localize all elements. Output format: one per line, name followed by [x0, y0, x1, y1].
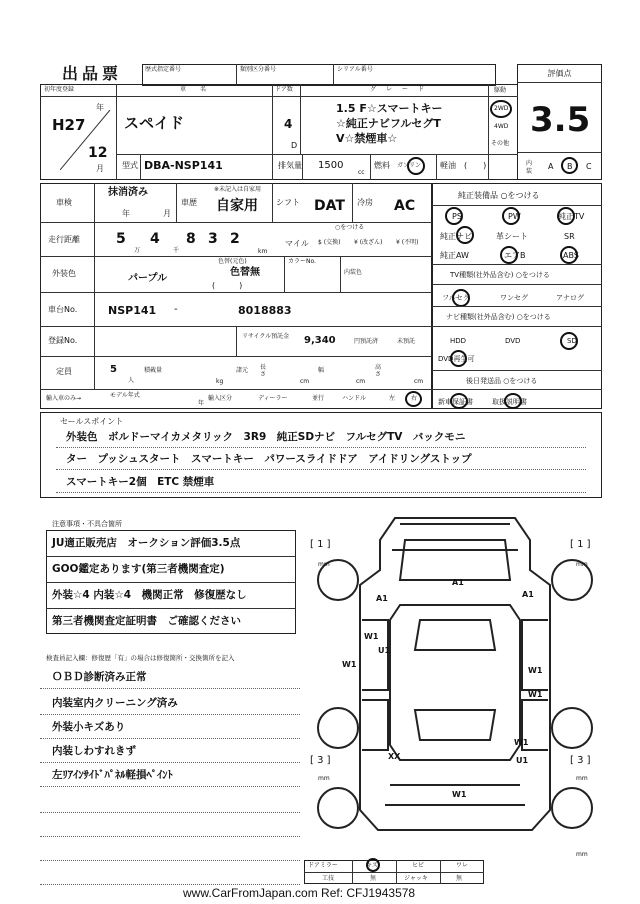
capacity-unit: 人	[128, 377, 135, 384]
import-class-label: 輸入区分	[208, 395, 233, 402]
sales-line2: ター プッシュスタート スマートキー パワースライドドア アイドリングストップ	[66, 453, 472, 465]
equipment-title: 純正装備品 ○をつける	[458, 191, 540, 200]
interior-label: 内装	[526, 160, 533, 175]
drive-label: 駆動	[494, 87, 507, 94]
inspector-line3: 外装小キズあり	[52, 721, 126, 733]
color-value: パープル	[128, 273, 168, 284]
inspection-year: 年	[122, 209, 130, 218]
equip-tv: 純正TV	[558, 212, 585, 221]
equip-airbag-circle	[500, 246, 518, 264]
dims-cm1: cm	[300, 378, 310, 385]
sales-line3: スマートキー2個 ETC 禁煙車	[66, 476, 215, 488]
glass-mu1: 無	[370, 875, 377, 882]
tv-fullseg: フルセグ	[442, 294, 470, 302]
load-kg: kg	[216, 378, 224, 385]
displacement-label: 排気量	[278, 161, 302, 170]
inspection-month: 月	[163, 209, 171, 218]
header-fields	[142, 64, 496, 86]
interior-b-circle	[561, 157, 578, 174]
equip-aw: 純正AW	[440, 251, 469, 260]
capacity-value: 5	[110, 364, 117, 375]
note-line4: 第三者機関査定証明書 ご確認ください	[52, 615, 241, 627]
class-no-label: 類別区分番号	[240, 66, 277, 73]
first-reg-year: H27	[52, 116, 86, 134]
car-name-label: 車名	[180, 86, 221, 93]
equip-leather: 革シート	[496, 232, 528, 241]
after-warranty: 新車保証書	[438, 398, 473, 406]
damage-mark-w1-rear: W1	[452, 790, 467, 799]
grade-label: グレード	[370, 86, 435, 93]
equip-airbag: エアB	[504, 251, 526, 260]
mileage-d3: 8	[186, 231, 196, 247]
shift-label: シフト	[276, 198, 300, 207]
tire-top-right: [ 1 ]	[570, 539, 591, 550]
mileage-sen: 千	[173, 247, 180, 254]
model-label: 型式	[122, 161, 138, 170]
sales-line1: 外装色 ボルドーマイカメタリック 3R9 純正SDナビ フルセグTV バックモニ	[66, 431, 466, 443]
grade-line3: V☆禁煙車☆	[336, 132, 398, 145]
tire-bot-left: [ 3 ]	[310, 755, 331, 766]
equip-abs: ABS	[563, 251, 579, 260]
mileage-d5: 2	[230, 231, 240, 247]
inspector-line2: 内装室内クリーニング済み	[52, 697, 178, 709]
drive-2wd-circle	[490, 100, 512, 118]
recycle-unit: 円預託済	[354, 338, 379, 345]
displacement-value: 1500	[318, 160, 344, 171]
tire-bot-right-mm: mm	[576, 775, 588, 782]
chassis-number: 8018883	[238, 304, 292, 317]
damage-mark-a1-left: A1	[376, 594, 388, 603]
import-parallel: 並行	[312, 395, 325, 402]
mileage-km: km	[258, 248, 268, 255]
glass-hibi: ヒビ	[412, 862, 425, 869]
equip-tv-circle	[557, 207, 575, 225]
fuel-paren: ( )	[464, 161, 487, 170]
tire-bot-left-mm: mm	[318, 775, 330, 782]
nav-dvd-play: DVD再生可	[438, 355, 475, 363]
grade-line2: ☆純正ナビフルセグT	[336, 117, 441, 130]
glass-ware: ワレ	[456, 862, 469, 869]
damage-mark-a1-hood: A1	[452, 578, 464, 587]
recycle-not: 未預託	[397, 338, 416, 345]
reg-slash	[60, 110, 112, 170]
color-change-label: 色替(元色)	[218, 258, 247, 265]
mileage-exchange: $ (交換)	[318, 239, 341, 246]
interior-a: A	[548, 162, 554, 171]
shift-value: DAT	[314, 198, 345, 214]
car-damage-diagram	[300, 510, 610, 850]
glass-kizu: キズ	[366, 862, 378, 869]
mileage-d2: 4	[150, 231, 160, 247]
handle-right-circle	[405, 391, 422, 407]
tv-analog: アナログ	[556, 294, 584, 302]
mileage-tampered: ¥ (改ざん)	[354, 239, 383, 246]
mileage-man: 万	[134, 247, 141, 254]
damage-mark-a1-right: A1	[522, 590, 534, 599]
equip-navi-circle	[456, 226, 474, 244]
equip-ps-circle	[445, 207, 463, 225]
car-name-value: スペイド	[124, 114, 185, 132]
score-label: 評価点	[547, 69, 572, 78]
drive-2wd: 2WD	[494, 105, 509, 112]
handle-label: ハンドル	[342, 395, 367, 402]
color-change-value: 色替無	[230, 267, 260, 278]
dims-cm2: cm	[356, 378, 366, 385]
note-line1: JU適正販売店 オークション評価3.5点	[52, 537, 241, 549]
model-value: DBA-NSP141	[144, 159, 223, 172]
damage-mark-xx: XX	[388, 752, 401, 761]
damage-mark-u1-rr: U1	[516, 756, 529, 765]
tire-bot-right: [ 3 ]	[570, 755, 591, 766]
nav-dvd: DVD	[505, 337, 521, 345]
fuel-diesel: 軽油	[440, 161, 456, 170]
dims-width: 幅	[318, 367, 325, 374]
after-title: 後日発送品 ○をつける	[466, 377, 538, 385]
mileage-d4: 3	[208, 231, 218, 247]
handle-left: 左	[389, 395, 396, 402]
after-warranty-circle	[450, 393, 468, 409]
mileage-unknown: ¥ (不明)	[396, 239, 419, 246]
import-label: 輸入車のみ→	[46, 395, 82, 402]
inspector-line1: ＯＢＤ診断済み正常	[52, 671, 147, 683]
auction-no-label: 歴式指定番号	[145, 66, 182, 73]
recycle-label: リサイクル預託金	[242, 333, 290, 340]
dims-cm3: cm	[414, 378, 424, 385]
first-reg-month: 12	[88, 145, 108, 161]
fuel-gas: ガソリン	[397, 162, 422, 169]
first-reg-label: 初年度登録	[44, 86, 75, 93]
glass-mu2: 無	[456, 875, 463, 882]
dims-height: 高さ	[375, 364, 382, 378]
history-label: 車歴	[181, 198, 197, 207]
nav-dvd-circle	[450, 350, 467, 367]
mileage-circle-note: ○をつける	[335, 224, 365, 231]
load-label: 積載量	[144, 367, 163, 374]
mileage-unit: マイル	[285, 239, 309, 248]
notes-label: 注意事項・不具合箇所	[52, 520, 122, 528]
recycle-value: 9,340	[304, 335, 336, 346]
equip-navi: 純正ナビ	[440, 232, 472, 241]
mileage-d1: 5	[116, 231, 126, 247]
color-no-label: カラーNo.	[288, 258, 316, 265]
sales-points-label: セールスポイント	[60, 417, 124, 426]
dims-label: 諸元	[236, 367, 249, 374]
inspector-label: 検査員記入欄：修復歴「有」の場合は修復箇所・交換箇所を記入	[46, 654, 235, 662]
detail-box	[40, 183, 432, 409]
doors-value: 4	[284, 117, 293, 131]
equip-pw-circle	[502, 207, 520, 225]
history-note: ※未記入は自家用	[214, 186, 262, 193]
note-line2: GOO鑑定あります(第三者機関査定)	[52, 563, 225, 575]
equip-ps: PS	[452, 212, 462, 221]
inspection-label: 車検	[56, 198, 72, 207]
nav-sd: SD	[567, 337, 577, 345]
drive-other: その他	[491, 140, 510, 147]
nav-title: ナビ種類(社外品含む) ○をつける	[446, 313, 551, 321]
mileage-label: 走行距離	[48, 235, 80, 244]
grade-line1: 1.5 F☆スマートキー	[336, 102, 443, 115]
ac-label: 冷房	[357, 198, 373, 207]
drive-4wd: 4WD	[494, 123, 509, 130]
after-manual: 取扱説明書	[492, 398, 527, 406]
inspector-line5: 左ﾘｱｲﾝｻｲﾄﾞﾊﾟﾈﾙ軽損ﾍﾟｲﾝﾄ	[52, 769, 173, 781]
registration-label: 登録No.	[48, 336, 78, 345]
door-unit: D	[291, 141, 298, 150]
color-label: 外装色	[52, 269, 76, 278]
capacity-label: 定員	[56, 367, 72, 376]
chassis-label: 車台No.	[48, 305, 78, 314]
chassis-dash: -	[174, 304, 178, 315]
damage-mark-w1-right: W1	[528, 666, 543, 675]
nav-sd-circle	[560, 332, 578, 350]
equip-pw: PW	[508, 212, 521, 221]
glass-jack: ジャッキ	[404, 875, 428, 882]
note-line3: 外装☆4 内装☆4 機関正常 修復歴なし	[52, 589, 247, 601]
damage-mark-u1-fl: U1	[378, 646, 391, 655]
equip-sr: SR	[564, 232, 575, 241]
damage-mark-w1-rr: W1	[514, 738, 529, 747]
tv-title: TV種類(社外品含む) ○をつける	[450, 271, 550, 279]
year-unit: 年	[96, 103, 104, 112]
glass-row-label: 工技	[322, 875, 335, 882]
history-value: 自家用	[216, 198, 258, 214]
nav-hdd: HDD	[450, 337, 467, 345]
interior-b: B	[567, 162, 573, 171]
inspector-line4: 内装しわすれきず	[52, 745, 136, 757]
tire-top-left: [ 1 ]	[310, 539, 331, 550]
interior-color-label: 内装色	[344, 269, 363, 276]
month-unit: 月	[96, 164, 104, 173]
model-year-unit: 年	[198, 400, 205, 407]
inspection-value: 抹消済み	[108, 187, 148, 198]
damage-mark-w1-fl: W1	[364, 632, 379, 641]
handle-right: 右	[411, 395, 418, 402]
import-dealer: ディーラー	[258, 395, 288, 402]
tire-spare-mm: mm	[576, 851, 588, 858]
glass-label: ドアミラー	[308, 862, 338, 869]
glass-kizu-circle	[366, 858, 380, 872]
tv-fullseg-circle	[452, 289, 470, 307]
after-manual-circle	[504, 393, 522, 409]
tire-top-right-mm: mm	[576, 561, 588, 568]
footer-ref: www.CarFromJapan.com Ref: CFJ1943578	[183, 886, 416, 900]
fuel-label: 燃料	[374, 161, 390, 170]
fuel-gas-circle	[407, 157, 425, 175]
chassis-prefix: NSP141	[108, 304, 157, 317]
score-value: 3.5	[530, 100, 591, 140]
tire-top-left-mm: mm	[318, 561, 330, 568]
doors-label: ドア数	[275, 86, 293, 93]
damage-mark-w1-rear-r: W1	[528, 690, 543, 699]
cc-unit: cc	[358, 169, 365, 176]
model-year-label: モデル年式	[110, 392, 140, 399]
equip-abs-circle	[560, 246, 578, 264]
interior-c: C	[586, 162, 592, 171]
color-change-paren: ( )	[212, 281, 243, 290]
damage-mark-w1-left: W1	[342, 660, 357, 669]
form-title: 出品票	[62, 64, 123, 83]
ac-value: AC	[394, 198, 416, 214]
serial-label: シリアル番号	[337, 66, 373, 73]
dims-length: 長さ	[260, 364, 267, 378]
tv-oneseg: ワンセグ	[500, 294, 528, 302]
